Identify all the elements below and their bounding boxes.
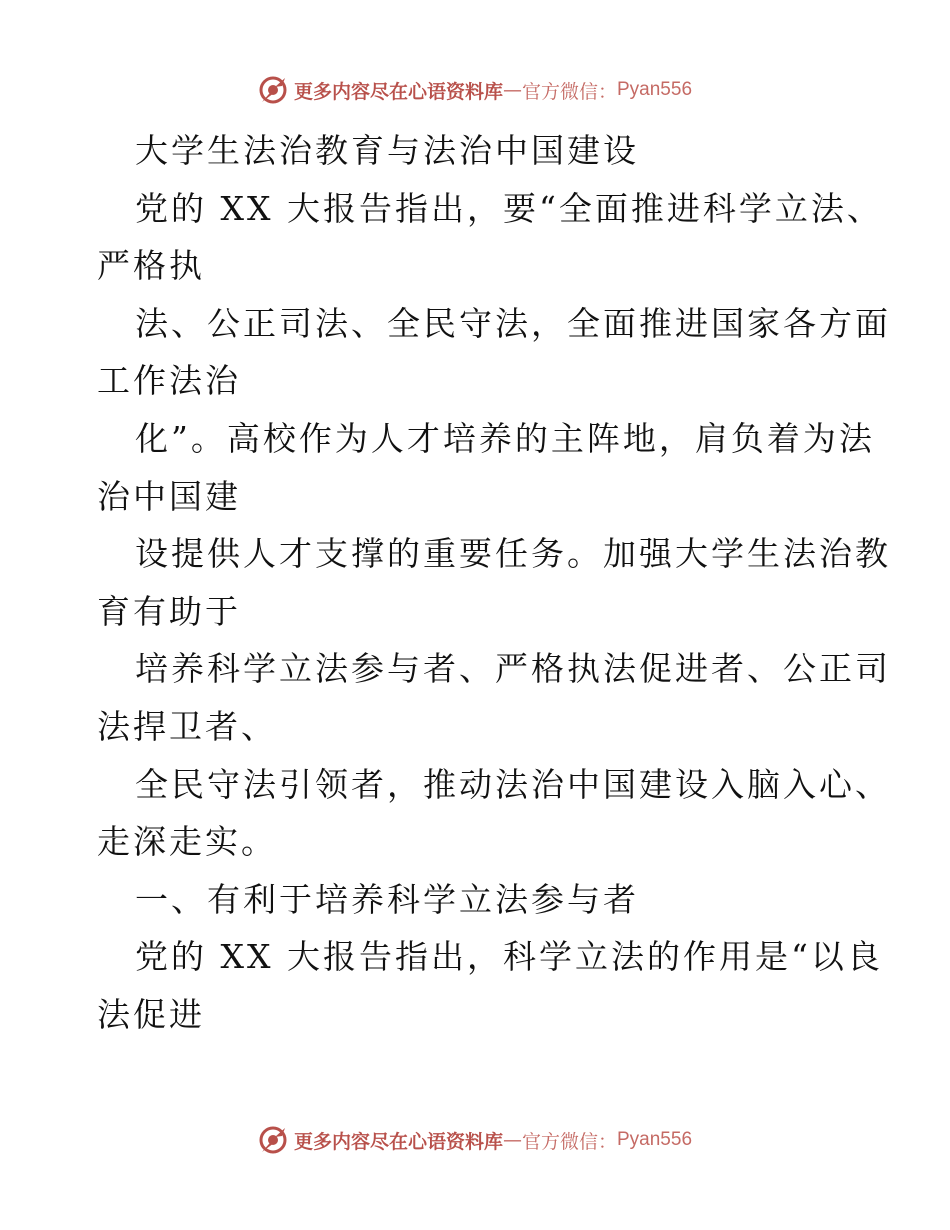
paragraph-line: 党的 XX 大报告指出，要“全面推进科学立法、: [135, 188, 883, 228]
section-heading: 一、有利于培养科学立法参与者: [135, 879, 639, 919]
watermark-dash: —: [502, 1129, 522, 1151]
paragraph-line: 治中国建: [97, 476, 241, 516]
paragraph-line: 走深走实。: [97, 822, 277, 862]
quill-logo-icon: [258, 1125, 288, 1155]
paragraph-line: 严格执: [97, 246, 205, 286]
watermark-text: 更多内容尽在心语资料库: [293, 80, 503, 103]
paragraph-line: 法捍卫者、: [97, 706, 277, 746]
watermark-dash: —: [502, 79, 522, 101]
paragraph-line: 法、公正司法、全民守法，全面推进国家各方面: [135, 303, 891, 343]
paragraph-line: 设提供人才支撑的重要任务。加强大学生法治教: [135, 534, 891, 574]
watermark-header: [0, 72, 950, 108]
paragraph-line: 法促进: [97, 994, 205, 1034]
paragraph-line: 党的 XX 大报告指出，科学立法的作用是“以良: [135, 937, 883, 977]
watermark-wechat-label: 官方微信：: [521, 80, 617, 103]
watermark-wechat-label: 官方微信：: [521, 1130, 617, 1153]
document-title: 大学生法治教育与法治中国建设: [135, 131, 639, 170]
watermark-wechat-id: Pyan556: [617, 1129, 693, 1150]
paragraph-line: 化”。高校作为人才培养的主阵地，肩负着为法: [135, 418, 875, 458]
watermark-wechat-id: Pyan556: [617, 79, 693, 100]
paragraph-line: 培养科学立法参与者、严格执法促进者、公正司: [135, 649, 891, 689]
watermark-footer: [0, 1122, 950, 1158]
paragraph-line: 工作法治: [97, 361, 241, 401]
paragraph-line: 育有助于: [97, 591, 241, 631]
document-body: [97, 122, 897, 1044]
paragraph-line: 全民守法引领者，推动法治中国建设入脑入心、: [135, 764, 891, 804]
watermark-text: 更多内容尽在心语资料库: [293, 1130, 503, 1153]
quill-logo-icon: [258, 75, 288, 105]
